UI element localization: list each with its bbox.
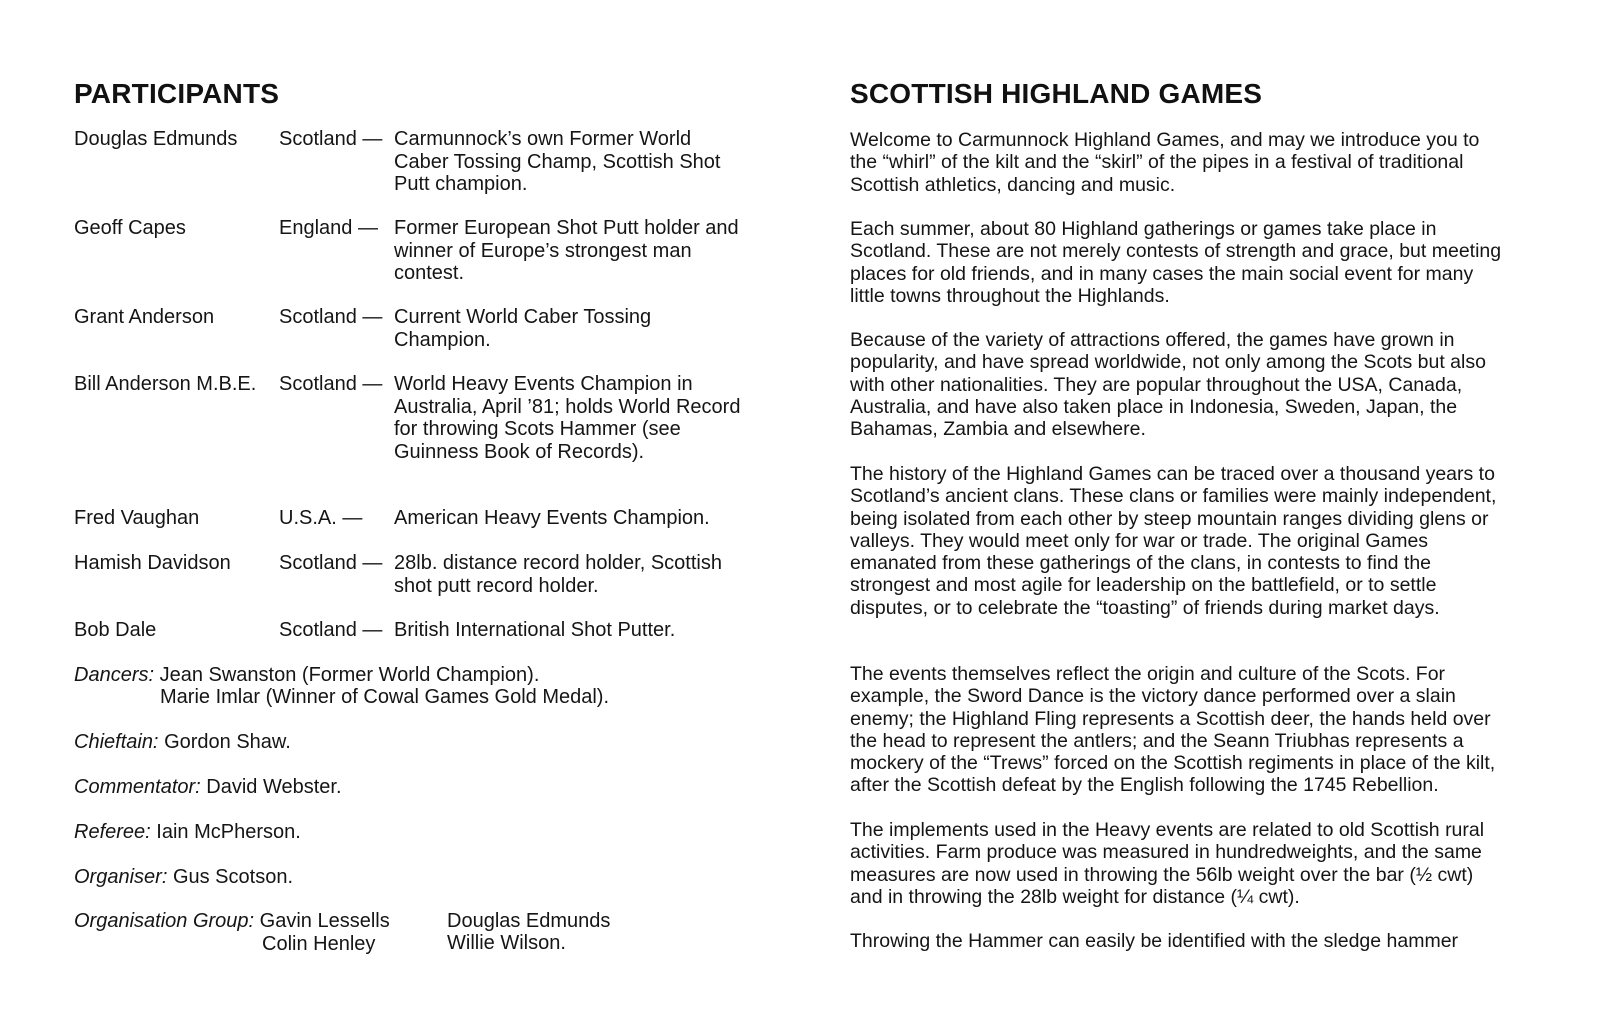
participant-description: 28lb. distance record holder, Scottish shot putt record holder. [394,552,722,597]
organiser-label: Organiser: [74,866,168,888]
body-paragraph: Because of the variety of attractions offered, the games have grown in popularity, and have spread worldwide, not only among the Scots but also with other nationalities. They are popular throughout the USA, Canada, Australia, and have also taken place in Indonesia, Sweden, Japan, the Bahamas, Zambia and elsewhere. [850,329,1486,441]
dancers-line [74,664,539,687]
participant-description: Former European Shot Putt holder and winner of Europe’s strongest man contest. [394,217,739,284]
participant-name: Fred Vaughan [74,507,200,529]
participants-heading: PARTICIPANTS [74,78,280,109]
participant-name: Geoff Capes [74,217,186,239]
organisation-group-member: Colin Henley [262,933,376,955]
chieftain-value: Gordon Shaw. [164,731,291,753]
participant-country: Scotland — [279,619,383,641]
highland-games-heading: SCOTTISH HIGHLAND GAMES [850,78,1263,109]
commentator-label: Commentator: [74,776,201,798]
participant-country: Scotland — [279,128,383,150]
dancer-one: Jean Swanston (Former World Champion). [159,664,540,686]
referee-label: Referee: [74,821,151,843]
participant-country: Scotland — [279,306,383,328]
right-page [800,0,1600,1035]
commentator-value: David Webster. [206,776,342,798]
participant-name: Douglas Edmunds [74,128,238,150]
participant-description: American Heavy Events Champion. [394,507,710,529]
referee-line [74,821,301,844]
participant-name: Bob Dale [74,619,157,641]
participant-description: British International Shot Putter. [394,619,676,641]
body-paragraph: Welcome to Carmunnock Highland Games, and may we introduce you to the “whirl” of the kilt and the “skirl” of the pipes in a festival of traditional Scottish athletics, dancing and music. [850,129,1480,196]
body-paragraph: The implements used in the Heavy events are related to old Scottish rural activities. Farm produce was measured in hundredweights, and the same measures are now used in throwing the 56lb weight over the bar (½ cwt) and in throwing the 28lb weight for distance (¼ cwt). [850,819,1485,908]
organisation-group-label: Organisation Group: [74,910,255,932]
participant-name: Grant Anderson [74,306,215,328]
participant-country: Scotland — [279,373,383,395]
body-paragraph: Each summer, about 80 Highland gatherings or games take place in Scotland. These are not merely contests of strength and grace, but meeting places for old friends, and in many cases the main social event for many little towns throughout the Highlands. [850,218,1502,307]
chieftain-line [74,731,291,754]
participant-country: England — [279,217,378,239]
organisation-group-member: Gavin Lessells [259,910,390,932]
organisation-group-line [74,910,390,933]
participant-country: Scotland — [279,552,383,574]
commentator-line [74,776,342,799]
dancer-two: Marie Imlar (Winner of Cowal Games Gold Medal). [160,686,610,708]
body-paragraph: The events themselves reflect the origin and culture of the Scots. For example, the Sword Dance is the victory dance performed over a slain enemy; the Highland Fling represents a Scottish deer, the hands held over the head to represent the antlers; and the Seann Triubhas represents a mockery of the “Trews” forced on the Scottish regiments in place of the kilt, after the Scottish defeat by the English following the 1745 Rebellion. [850,663,1496,797]
participant-description: Current World Caber Tossing Champion. [394,306,652,351]
dancers-label: Dancers: [74,664,155,686]
participant-name: Bill Anderson M.B.E. [74,373,257,395]
referee-value: Iain McPherson. [156,821,301,843]
participant-description: World Heavy Events Champion in Australia, April ’81; holds World Record for throwing Scots Hammer (see Guinness Book of Records). [394,373,741,463]
participant-name: Hamish Davidson [74,552,231,574]
organiser-value: Gus Scotson. [172,866,293,888]
chieftain-label: Chieftain: [74,731,159,753]
participant-country: U.S.A. — [279,507,363,529]
organiser-line [74,866,293,889]
participant-description: Carmunnock’s own Former World Caber Tossing Champ, Scottish Shot Putt champion. [394,128,721,195]
body-paragraph: The history of the Highland Games can be traced over a thousand years to Scotland’s ancient clans. These clans or families were mainly independent, being isolated from each other by steep mountain ranges dividing glens or valleys. They would meet only for war or trade. The original Games emanated from these gatherings of the clans, in contests to find the strongest and most agile for leadership on the battlefield, or to settle disputes, or to celebrate the “toasting” of friends during market days. [850,463,1497,619]
organisation-group-member: Douglas Edmunds [447,910,611,932]
body-paragraph: Throwing the Hammer can easily be identified with the sledge hammer [850,930,1459,952]
organisation-group-member: Willie Wilson. [447,932,566,954]
